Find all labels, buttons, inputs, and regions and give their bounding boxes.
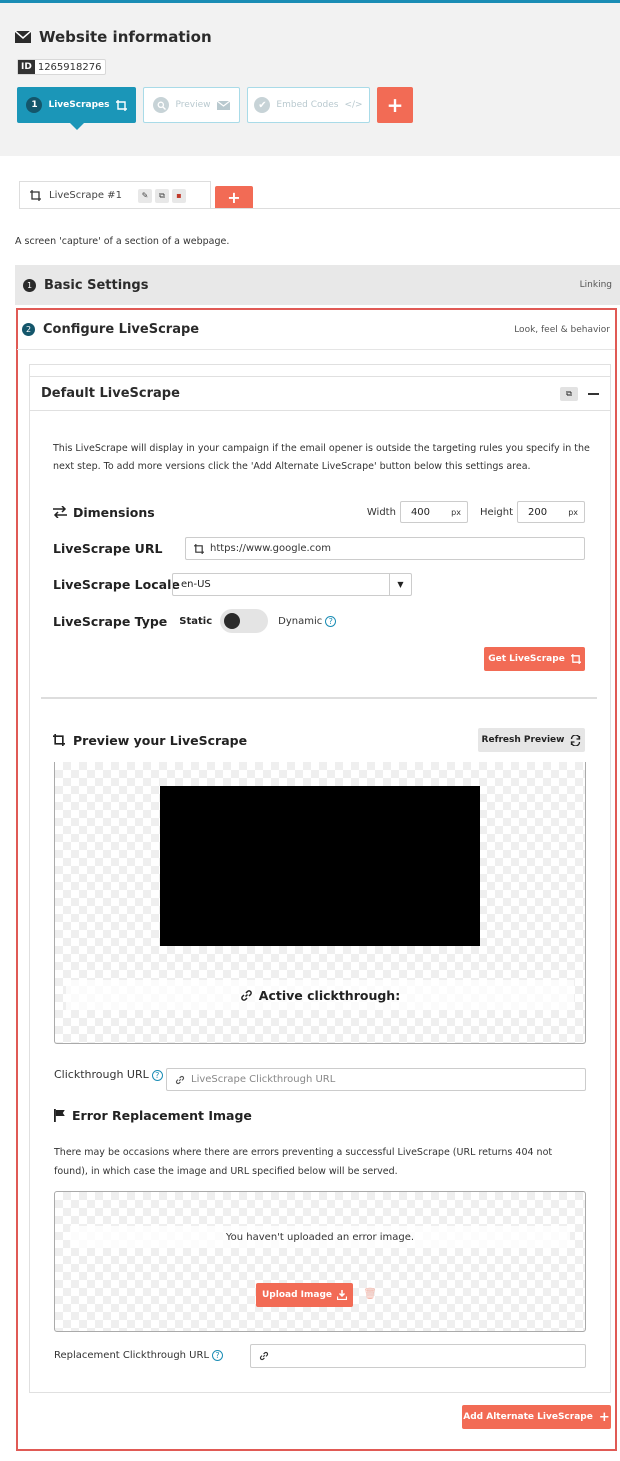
step-label: LiveScrapes <box>48 100 110 110</box>
locale-label: LiveScrape Locale <box>53 577 180 592</box>
caret-down-icon: ▼ <box>389 574 411 595</box>
clickthrough-label-row <box>54 1068 163 1081</box>
width-label: Width <box>366 506 396 518</box>
refresh-preview-button[interactable] <box>478 728 585 752</box>
help-icon[interactable]: ? <box>152 1070 163 1081</box>
width-value: 400 <box>410 506 431 518</box>
plus-icon: + <box>598 1409 610 1425</box>
error-image-empty-message: You haven't uploaded an error image. <box>70 1226 570 1248</box>
panel-title: Default LiveScrape <box>41 386 180 401</box>
link-icon <box>175 1075 185 1085</box>
section-number: 2 <box>22 323 35 336</box>
preview-label: Preview your LiveScrape <box>73 732 248 748</box>
height-label: Height <box>479 506 513 518</box>
crop-icon <box>571 654 581 664</box>
help-icon[interactable]: ? <box>325 616 336 627</box>
height-unit: px <box>568 507 578 517</box>
livescrape-tabs <box>19 181 253 209</box>
tab-livescrape-1[interactable] <box>19 181 211 209</box>
width-input[interactable] <box>400 501 468 523</box>
copy-icon[interactable]: ⧉ <box>155 189 169 203</box>
swap-arrows-icon <box>53 506 67 518</box>
error-image-title: Error Replacement Image <box>72 1108 252 1123</box>
search-icon <box>153 97 169 113</box>
tab-divider <box>19 208 620 209</box>
crop-icon <box>53 734 65 746</box>
clickthrough-url-input[interactable] <box>166 1068 586 1091</box>
active-clickthrough-label: Active clickthrough: <box>258 987 401 1003</box>
id-value: 1265918276 <box>37 61 102 73</box>
edit-icon[interactable]: ✎ <box>138 189 152 203</box>
code-icon: </> <box>344 100 363 110</box>
section-subtitle: Linking <box>579 280 612 290</box>
section-number: 1 <box>23 279 36 292</box>
id-field <box>17 59 106 75</box>
error-image-dropzone <box>54 1191 586 1332</box>
error-image-header <box>54 1108 252 1123</box>
dimensions-row <box>53 501 585 523</box>
height-input[interactable] <box>517 501 585 523</box>
tab-label: LiveScrape #1 <box>49 190 122 201</box>
url-input[interactable] <box>185 537 585 560</box>
step-label: Preview <box>175 100 211 110</box>
height-value: 200 <box>528 506 548 518</box>
step-livescrapes[interactable] <box>17 87 136 123</box>
link-icon <box>259 1351 269 1361</box>
panel-divider <box>41 697 597 699</box>
replacement-url-input[interactable] <box>250 1344 586 1368</box>
url-label: LiveScrape URL <box>53 541 163 556</box>
livescrape-preview-image <box>160 786 480 946</box>
flag-icon <box>54 1109 66 1122</box>
add-step-button[interactable]: + <box>377 87 413 123</box>
crop-icon <box>194 544 204 554</box>
section-subtitle: Look, feel & behavior <box>514 324 610 335</box>
id-badge: ID <box>18 60 35 74</box>
check-icon: ✔ <box>254 97 270 113</box>
locale-value: en-US <box>181 579 211 590</box>
button-label: Refresh Preview <box>481 735 565 745</box>
url-value: https://www.google.com <box>210 543 332 554</box>
preview-row <box>53 728 585 752</box>
header-title-row <box>15 28 212 46</box>
step-label: Embed Codes <box>276 100 339 110</box>
step-nav <box>17 87 413 123</box>
upload-image-button[interactable] <box>256 1283 353 1307</box>
step-preview[interactable] <box>143 87 240 123</box>
dimensions-label: Dimensions <box>73 504 155 520</box>
download-icon <box>337 1290 347 1300</box>
panel-note: This LiveScrape will display in your campaign if the email opener is outside the targeting rules you specify in the next step. To add more versions click the 'Add Alternate LiveScrape' button below this settings area. <box>53 443 590 472</box>
section-title: Configure LiveScrape <box>43 322 200 337</box>
section-title: Basic Settings <box>44 277 149 293</box>
replacement-label: Replacement Clickthrough URL <box>54 1350 210 1361</box>
dynamic-label: Dynamic <box>278 615 323 627</box>
error-image-note: There may be occasions where there are errors preventing a successful LiveScrape (URL returns 404 not found), in which case the image and URL specified below will be served. <box>54 1147 553 1177</box>
section-description: A screen 'capture' of a section of a webpage. <box>15 236 230 247</box>
add-tab-button[interactable]: + <box>215 186 253 209</box>
step-number: 1 <box>26 97 42 113</box>
button-label: Get LiveScrape <box>488 654 565 664</box>
active-clickthrough-bar <box>66 980 574 1010</box>
width-unit: px <box>451 507 461 517</box>
replacement-label-row <box>54 1350 223 1361</box>
crop-icon <box>30 190 41 201</box>
help-icon[interactable]: ? <box>212 1350 223 1361</box>
basic-settings-header[interactable] <box>15 265 620 305</box>
type-toggle[interactable] <box>220 609 268 633</box>
page-title: Website information <box>39 28 212 46</box>
get-livescrape-button[interactable] <box>484 647 585 671</box>
envelope-icon <box>15 31 31 43</box>
trash-icon[interactable]: ▪ <box>172 189 186 203</box>
step-embed-codes[interactable] <box>247 87 370 123</box>
trash-icon[interactable]: 🗑 <box>363 1287 377 1300</box>
envelope-icon <box>217 101 230 110</box>
button-label: Add Alternate LiveScrape <box>463 1412 593 1422</box>
collapse-icon[interactable] <box>588 393 599 395</box>
header-band <box>0 0 620 156</box>
static-label: Static <box>179 615 213 627</box>
panel-header <box>29 376 611 411</box>
crop-icon <box>116 100 127 111</box>
add-alternate-livescrape-button[interactable] <box>462 1405 611 1429</box>
copy-icon[interactable]: ⧉ <box>560 387 578 401</box>
refresh-icon <box>570 735 581 746</box>
clickthrough-placeholder: LiveScrape Clickthrough URL <box>191 1074 336 1085</box>
locale-select[interactable] <box>172 573 412 596</box>
configure-livescrape-header[interactable] <box>17 310 615 350</box>
link-icon <box>240 989 253 1002</box>
type-label: LiveScrape Type <box>53 613 168 629</box>
type-row <box>53 609 336 633</box>
button-label: Upload Image <box>261 1290 332 1300</box>
clickthrough-label: Clickthrough URL <box>54 1068 149 1081</box>
